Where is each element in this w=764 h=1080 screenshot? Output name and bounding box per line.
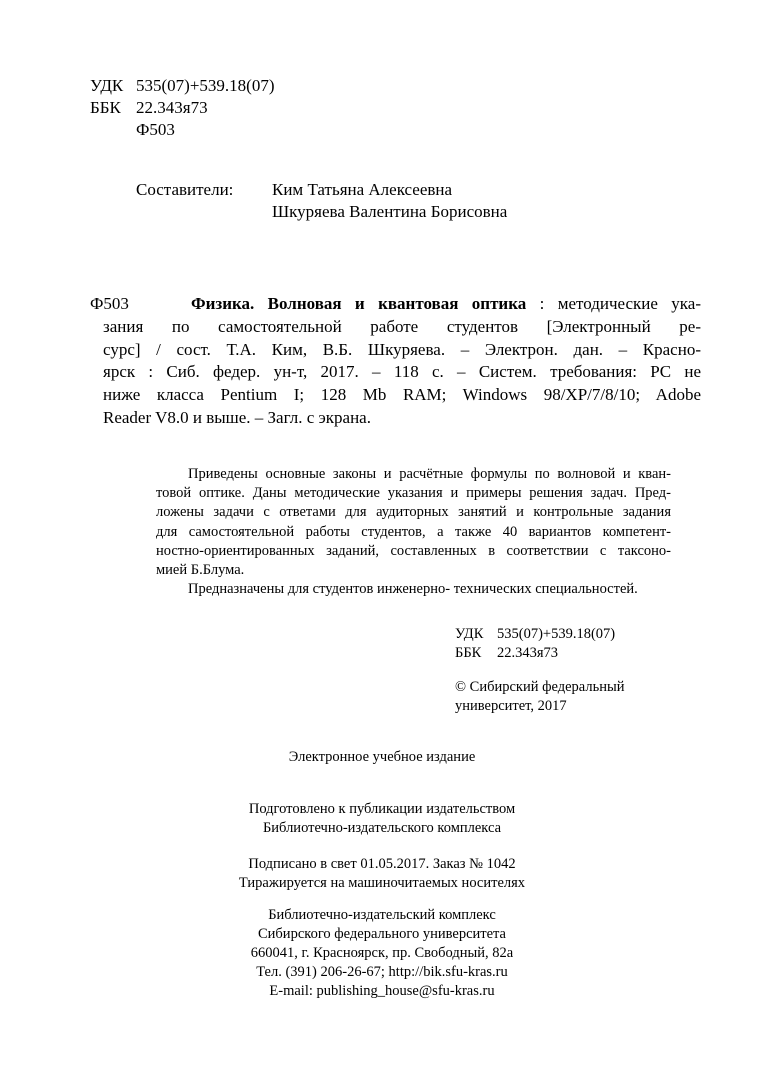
- bibliographic-description: [103, 293, 701, 430]
- publisher-address: 660041, г. Красноярск, пр. Свободный, 82а: [250, 945, 514, 961]
- imprint-prepared-line: Библиотечно-издательского комплекса: [262, 820, 502, 836]
- bottom-udk-value: 535(07)+539.18(07): [497, 626, 616, 642]
- bibliographic-line: сурс] / сост. Т.А. Ким, В.Б. Шкуряева. – Электрон. дан. – Красно-: [103, 339, 701, 359]
- bottom-udk-label: УДК: [455, 626, 484, 642]
- imprint-signed-line: Подписано в свет 01.05.2017. Заказ № 1042: [248, 856, 516, 872]
- annotation-line: мией Б.Блума.: [156, 562, 245, 579]
- annotation-line: для самостоятельной работы студентов, а также 40 вариантов компетент-: [156, 523, 671, 540]
- bottom-bbk-value: 22.343я73: [497, 645, 559, 661]
- annotation-line: товой оптике. Даны методические указания и примеры решения задач. Пред-: [156, 485, 671, 502]
- copyright-line: университет, 2017: [455, 698, 567, 714]
- publisher-phone: Тел. (391) 206-26-67; http://bik.sfu-kras.ru: [256, 964, 508, 980]
- bibliographic-line: ниже класса Pentium I; 128 Mb RAM; Windows 98/XP/7/8/10; Adobe: [103, 385, 701, 405]
- top-udk-label: УДК: [90, 76, 124, 95]
- bibliographic-line: Физика. Волновая и квантовая оптика : методические ука-: [191, 294, 701, 313]
- top-bbk-label: ББК: [90, 98, 121, 117]
- annotation: [156, 465, 671, 599]
- bibliographic-code: Ф503: [90, 294, 129, 313]
- top-udk-value: 535(07)+539.18(07): [136, 76, 275, 95]
- book-title: Физика. Волновая и квантовая оптика: [191, 294, 527, 313]
- copyright-line: © Сибирский федеральный: [455, 679, 625, 695]
- top-bbk-value: 22.343я73: [136, 98, 208, 117]
- annotation-line: ложены задачи с ответами для аудиторных занятий и контрольные задания: [156, 504, 671, 521]
- imprint-prepared-line: Подготовлено к публикации издательством: [248, 801, 516, 817]
- compilers-label: Составители:: [136, 180, 234, 199]
- bibliographic-line: Reader V8.0 и выше. – Загл. с экрана.: [103, 407, 371, 427]
- annotation-line: ностно-ориентированных заданий, составленных в соответствии с таксоно-: [156, 542, 671, 559]
- annotation-line: Приведены основные законы и расчётные формулы по волновой и кван-: [188, 466, 671, 482]
- publisher-email: E-mail: publishing_house@sfu-kras.ru: [269, 983, 495, 999]
- top-author-code: Ф503: [136, 120, 175, 139]
- annotation-audience: Предназначены для студентов инженерно- технических специальностей.: [188, 581, 638, 598]
- edition-type: Электронное учебное издание: [288, 749, 476, 765]
- bottom-bbk-label: ББК: [455, 645, 482, 661]
- compiler-name: Ким Татьяна Алексеевна: [272, 180, 453, 199]
- publisher-line: Сибирского федерального университета: [258, 926, 506, 942]
- bibliographic-line: зания по самостоятельной работе студентов [Электронный ре-: [103, 316, 701, 336]
- publisher-line: Библиотечно-издательский комплекс: [268, 907, 496, 923]
- bibliographic-line: ярск : Сиб. федер. ун-т, 2017. – 118 с. – Систем. требования: PC не: [103, 362, 701, 382]
- imprint-signed-line: Тиражируется на машиночитаемых носителях: [238, 875, 526, 891]
- compiler-name: Шкуряева Валентина Борисовна: [272, 202, 508, 221]
